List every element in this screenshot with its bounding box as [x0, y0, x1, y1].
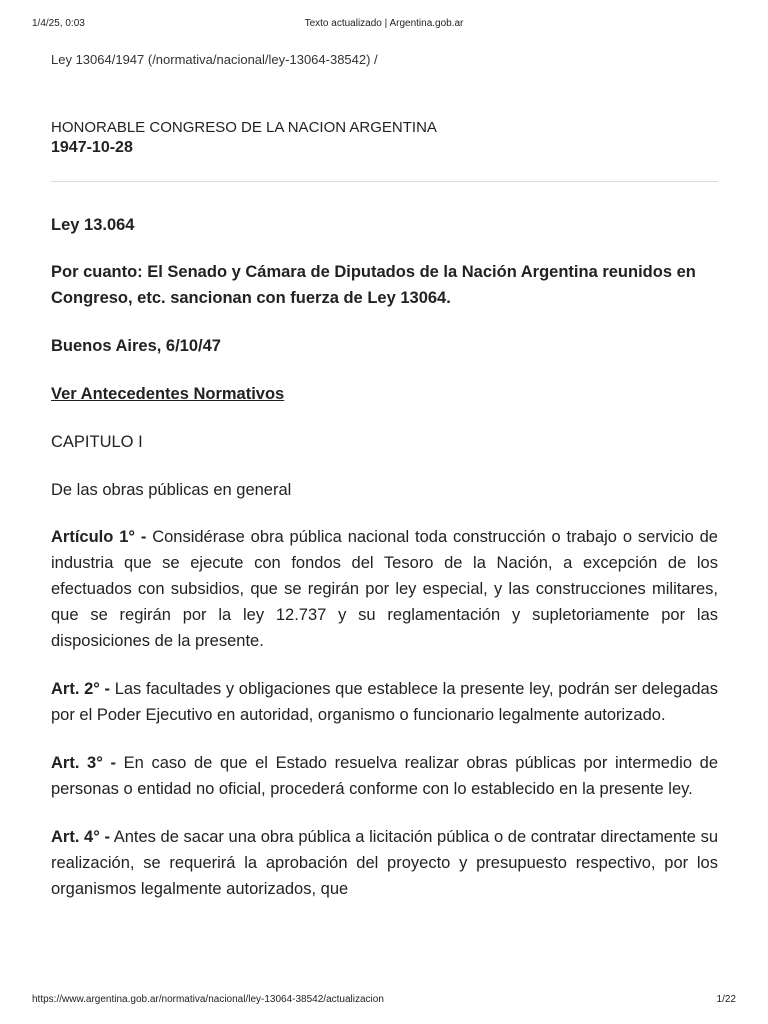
breadcrumb[interactable]: Ley 13064/1947 (/normativa/nacional/ley-13064-38542) /	[51, 52, 378, 67]
page-number: 1/22	[716, 994, 736, 1005]
article-text: En caso de que el Estado resuelva realizar obras públicas por intermedio de personas o entidad no oficial, procederá conforme con lo establecido en la presente ley.	[51, 754, 718, 798]
article-4	[51, 824, 718, 902]
article-text: Considérase obra pública nacional toda construcción o trabajo o servicio de industria que se ejecute con fondos del Tesoro de la Nación, a excepción de los efectuados con subsidios, que se regirán por ley especial, y las construcciones militares, que se regirán por la ley 12.737 y su reglamentación y supletoriamente por las disposiciones de la presente.	[51, 528, 718, 650]
article-label: Art. 4° -	[51, 828, 110, 846]
article-label: Art. 2° -	[51, 680, 111, 698]
print-footer	[0, 992, 768, 1012]
article-3	[51, 750, 718, 802]
antecedentes-link[interactable]: Ver Antecedentes Normativos	[51, 385, 285, 403]
print-page-title: Texto actualizado | Argentina.gob.ar	[304, 18, 464, 29]
law-text	[51, 212, 718, 902]
print-datetime: 1/4/25, 0:03	[32, 18, 85, 29]
print-header	[0, 0, 768, 40]
main-content	[51, 50, 718, 902]
article-2	[51, 676, 718, 728]
article-1	[51, 524, 718, 654]
article-text: Las facultades y obligaciones que establece la presente ley, podrán ser delegadas por el Poder Ejecutivo en autoridad, organismo o funcionario legalmente autorizado.	[51, 680, 718, 724]
chapter-title: De las obras públicas en general	[51, 481, 292, 499]
antecedentes-paragraph	[51, 381, 718, 407]
print-url: https://www.argentina.gob.ar/normativa/nacional/ley-13064-38542/actualizacion	[32, 994, 384, 1005]
issuer-name: HONORABLE CONGRESO DE LA NACION ARGENTINA	[51, 119, 437, 136]
law-title: Ley 13.064	[51, 216, 135, 234]
por-cuanto: Por cuanto: El Senado y Cámara de Diputados de la Nación Argentina reunidos en Congreso, etc. sancionan con fuerza de Ley 13064.	[51, 263, 696, 307]
issuer-date: 1947-10-28	[51, 139, 133, 156]
article-text: Antes de sacar una obra pública a licitación pública o de contratar directamente su realización, se requerirá la aprobación del proyecto y presupuesto respectivo, por los organismos legalmente autorizados, que	[51, 828, 718, 898]
divider	[51, 181, 718, 182]
chapter-heading: CAPITULO I	[51, 433, 143, 451]
article-label: Artículo 1° -	[51, 528, 147, 546]
place-date: Buenos Aires, 6/10/47	[51, 337, 221, 355]
article-label: Art. 3° -	[51, 754, 116, 772]
issuer-block	[51, 118, 718, 158]
